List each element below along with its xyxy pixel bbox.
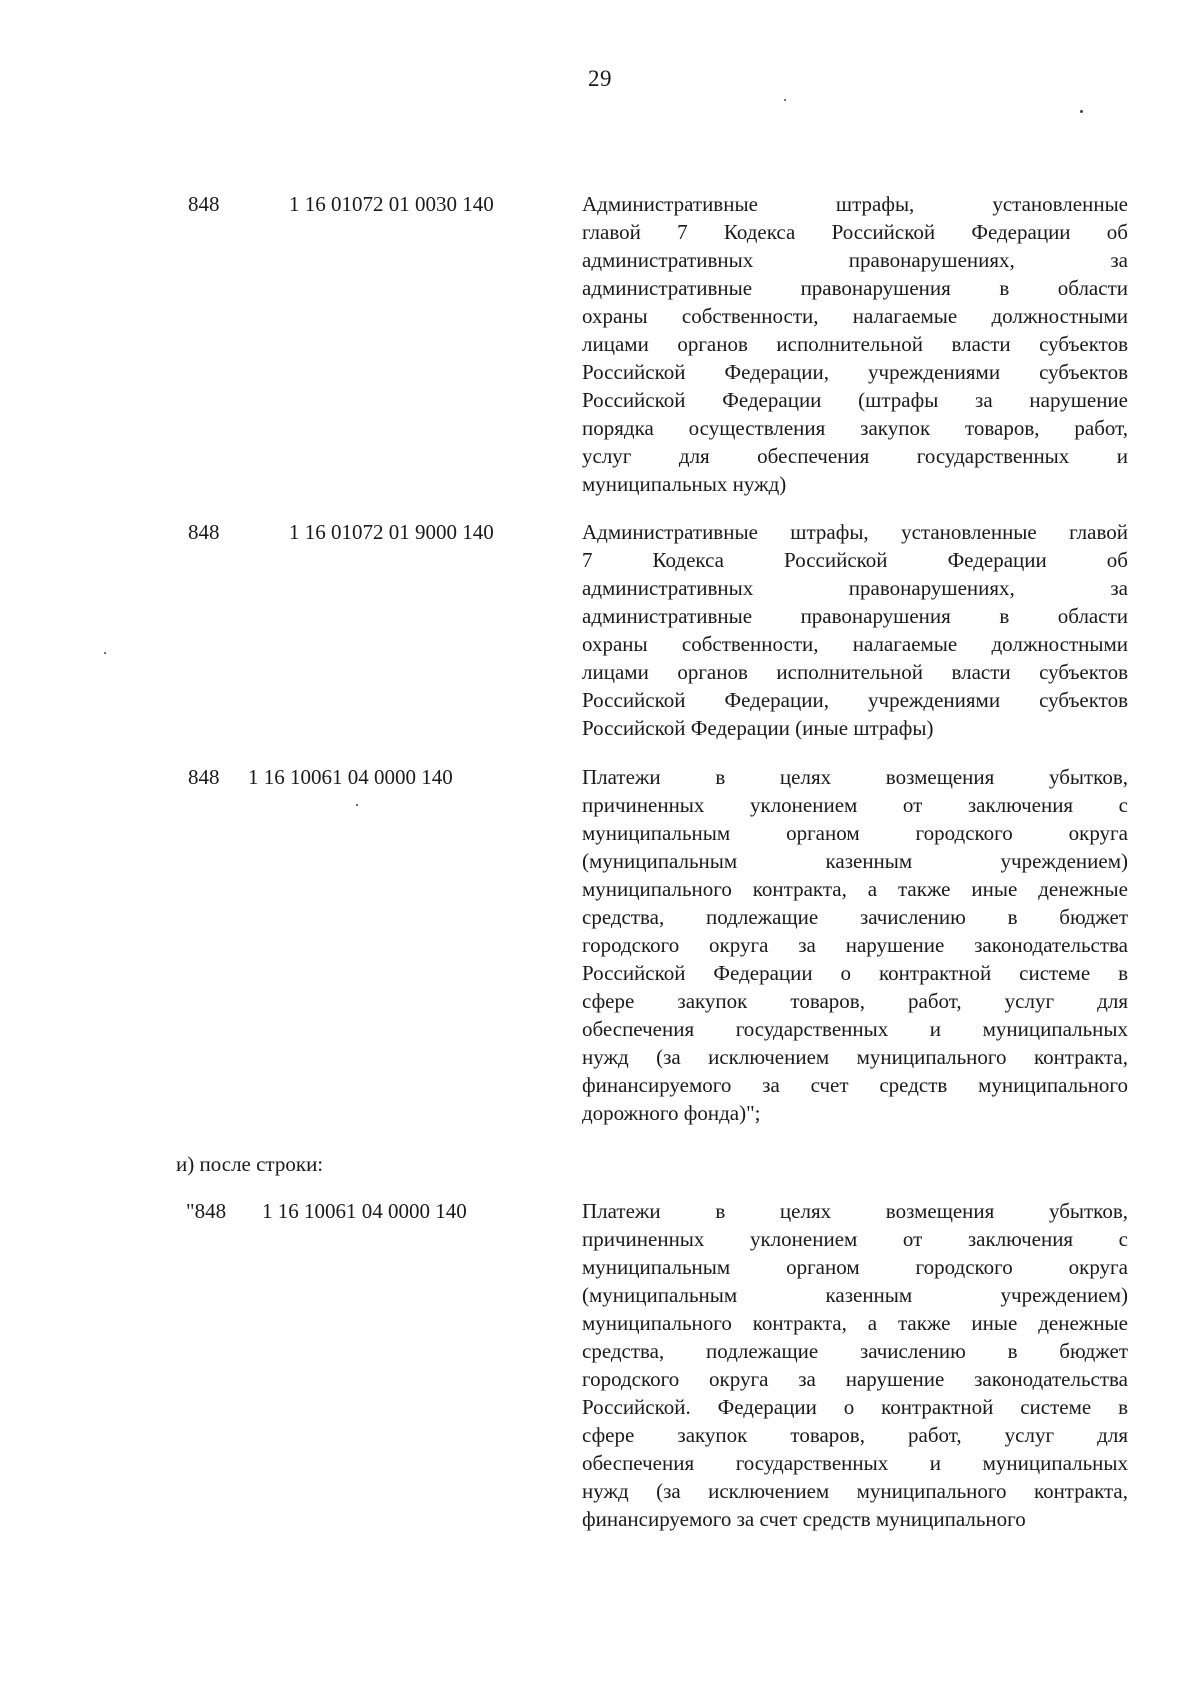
scan-speck — [1080, 110, 1083, 113]
code-description: Платежи в целях возмещения убытков, причиненных уклонением от заключения с муниципальным органом городского округа (муниципальным казенным учреждением) муниципального контракта, а также иные денежные средства, подлежащие зачислению в бюджет городского округа за нарушение законодательства Российской Федерации о контрактной системе в сфере закупок товаров, работ, услуг для обеспечения государственных и муниципальных нужд (за исключением муниципального контракта, финансируемого за счет средств муниципального дорожного фонда)"; — [582, 765, 1128, 1125]
page-number: 29 — [588, 66, 612, 91]
admin-code: 848 — [188, 520, 220, 544]
budget-classification-code: 1 16 01072 01 9000 140 — [289, 520, 494, 544]
scan-speck — [784, 99, 786, 101]
code-description: Административные штрафы, установленные главой 7 Кодекса Российской Федерации об административных правонарушениях, за административные правонарушения в области охраны собственности, налагаемые должностными лицами органов исполнительной власти субъектов Российской Федерации, учреждениями субъектов Российской Федерации (иные штрафы) — [582, 520, 1128, 740]
budget-classification-code: 1 16 01072 01 0030 140 — [289, 192, 494, 216]
admin-code: "848 — [186, 1199, 227, 1223]
scan-speck — [356, 804, 358, 806]
scan-speck — [104, 652, 106, 654]
admin-code: 848 — [188, 765, 220, 789]
budget-classification-code: 1 16 10061 04 0000 140 — [248, 765, 453, 789]
budget-classification-code: 1 16 10061 04 0000 140 — [262, 1199, 467, 1223]
code-description: Административные штрафы, установленные главой 7 Кодекса Российской Федерации об административных правонарушениях, за административные правонарушения в области охраны собственности, налагаемые должностными лицами органов исполнительной власти субъектов Российской Федерации, учреждениями субъектов Российской Федерации (штрафы за нарушение порядка осуществления закупок товаров, работ, услуг для обеспечения государственных и муниципальных нужд) — [582, 192, 1128, 496]
amendment-instruction: и) после строки: — [176, 1152, 324, 1176]
code-description: Платежи в целях возмещения убытков, причиненных уклонением от заключения с муниципальным органом городского округа (муниципальным казенным учреждением) муниципального контракта, а также иные денежные средства, подлежащие зачислению в бюджет городского округа за нарушение законодательства Российской. Федерации о контрактной системе в сфере закупок товаров, работ, услуг для обеспечения государственных и муниципальных нужд (за исключением муниципального контракта, финансируемого за счет средств муниципального — [582, 1199, 1128, 1531]
admin-code: 848 — [188, 192, 220, 216]
